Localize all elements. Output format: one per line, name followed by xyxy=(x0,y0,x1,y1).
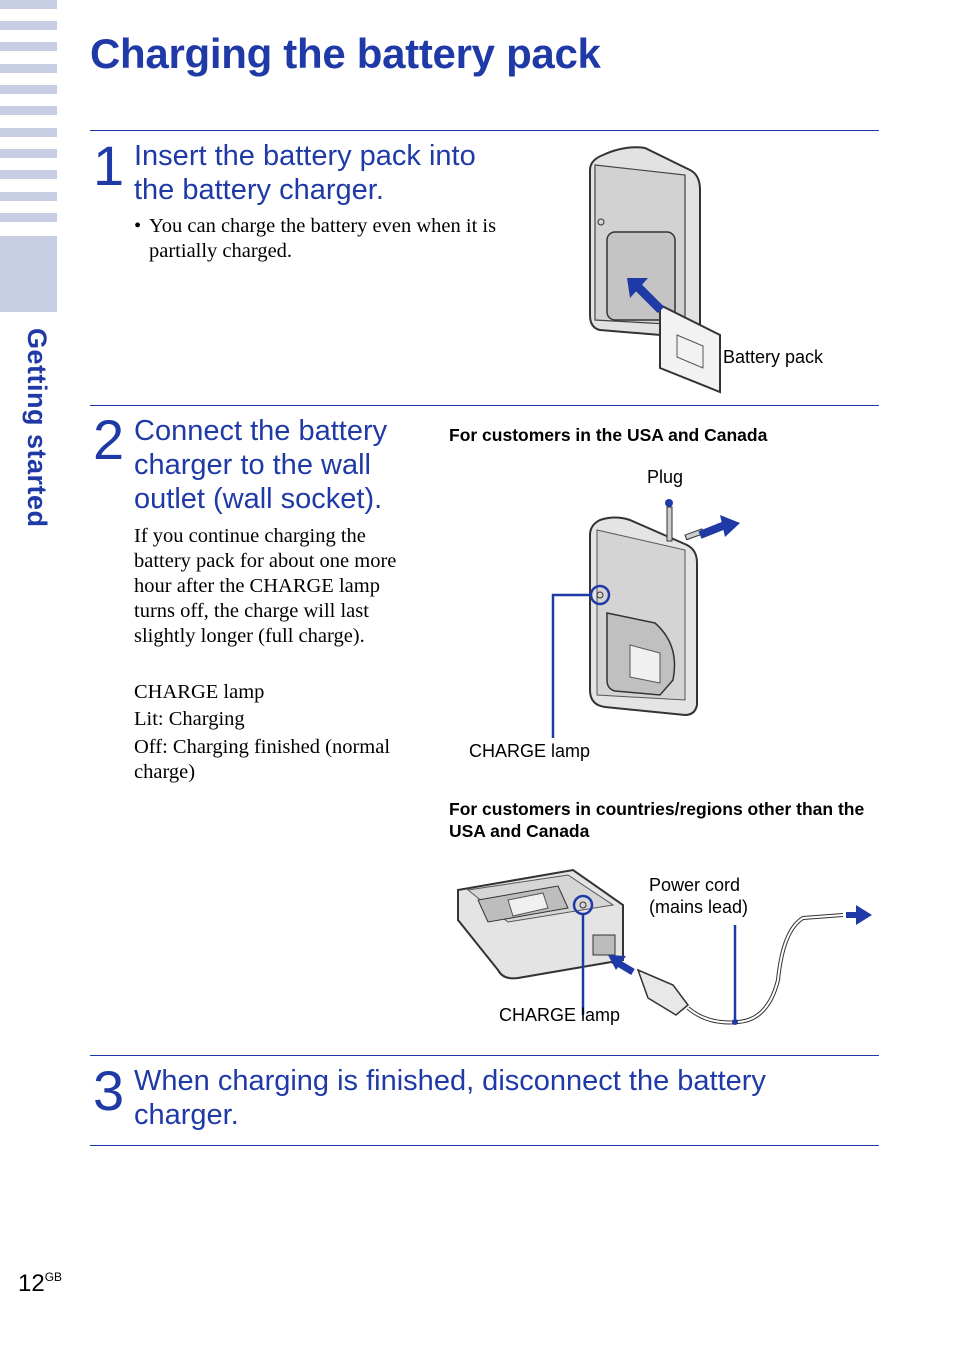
divider xyxy=(90,130,879,131)
step-1-title: Insert the battery pack into the battery charger. xyxy=(134,140,476,206)
charge-lamp-heading: CHARGE lamp xyxy=(134,681,265,703)
charge-lamp-lit: Lit: Charging xyxy=(134,708,245,730)
usa-charge-lamp-label: CHARGE lamp xyxy=(469,741,591,761)
battery-insert-illustration xyxy=(585,140,725,400)
page-number-suffix: GB xyxy=(44,1270,63,1284)
page-number-value: 12 xyxy=(18,1270,45,1297)
power-cord-label: Power cord xyxy=(649,875,741,895)
battery-pack-label: Battery pack xyxy=(723,347,824,367)
other-charge-lamp-label: CHARGE lamp xyxy=(499,1005,621,1025)
divider xyxy=(90,405,879,406)
divider xyxy=(90,1055,879,1056)
step-2-body: If you continue charging the battery pack for about one more hour after the CHARGE lamp turns off, the charge will last slightly longer (full charge). xyxy=(134,525,397,647)
sidebar-stripes xyxy=(0,0,57,232)
sidebar-block xyxy=(0,236,57,312)
divider xyxy=(90,1145,879,1146)
step-1-bullet-text: You can charge the battery even when it is partially charged. xyxy=(149,215,497,262)
charge-lamp-off: Off: Charging finished (normal charge) xyxy=(134,736,391,783)
step-2-title: Connect the battery charger to the wall outlet (wall socket). xyxy=(134,415,388,515)
step-1-number: 1 xyxy=(93,134,125,197)
usa-caption: For customers in the USA and Canada xyxy=(449,425,768,445)
page-title: Charging the battery pack xyxy=(90,30,601,77)
step-1-bullet: • You can charge the battery even when it is partially charged. xyxy=(134,214,504,264)
mains-lead-label: (mains lead) xyxy=(649,897,749,917)
other-caption: For customers in countries/regions other than the USA and Canada xyxy=(449,799,865,841)
page-number xyxy=(18,1270,62,1298)
section-label: Getting started xyxy=(22,328,52,528)
usa-charger-illustration xyxy=(545,495,745,745)
step-3-title: When charging is finished, disconnect the battery charger. xyxy=(134,1065,766,1131)
step-2-number: 2 xyxy=(93,408,125,471)
plug-label: Plug xyxy=(647,467,684,487)
step-3-number: 3 xyxy=(93,1059,125,1122)
